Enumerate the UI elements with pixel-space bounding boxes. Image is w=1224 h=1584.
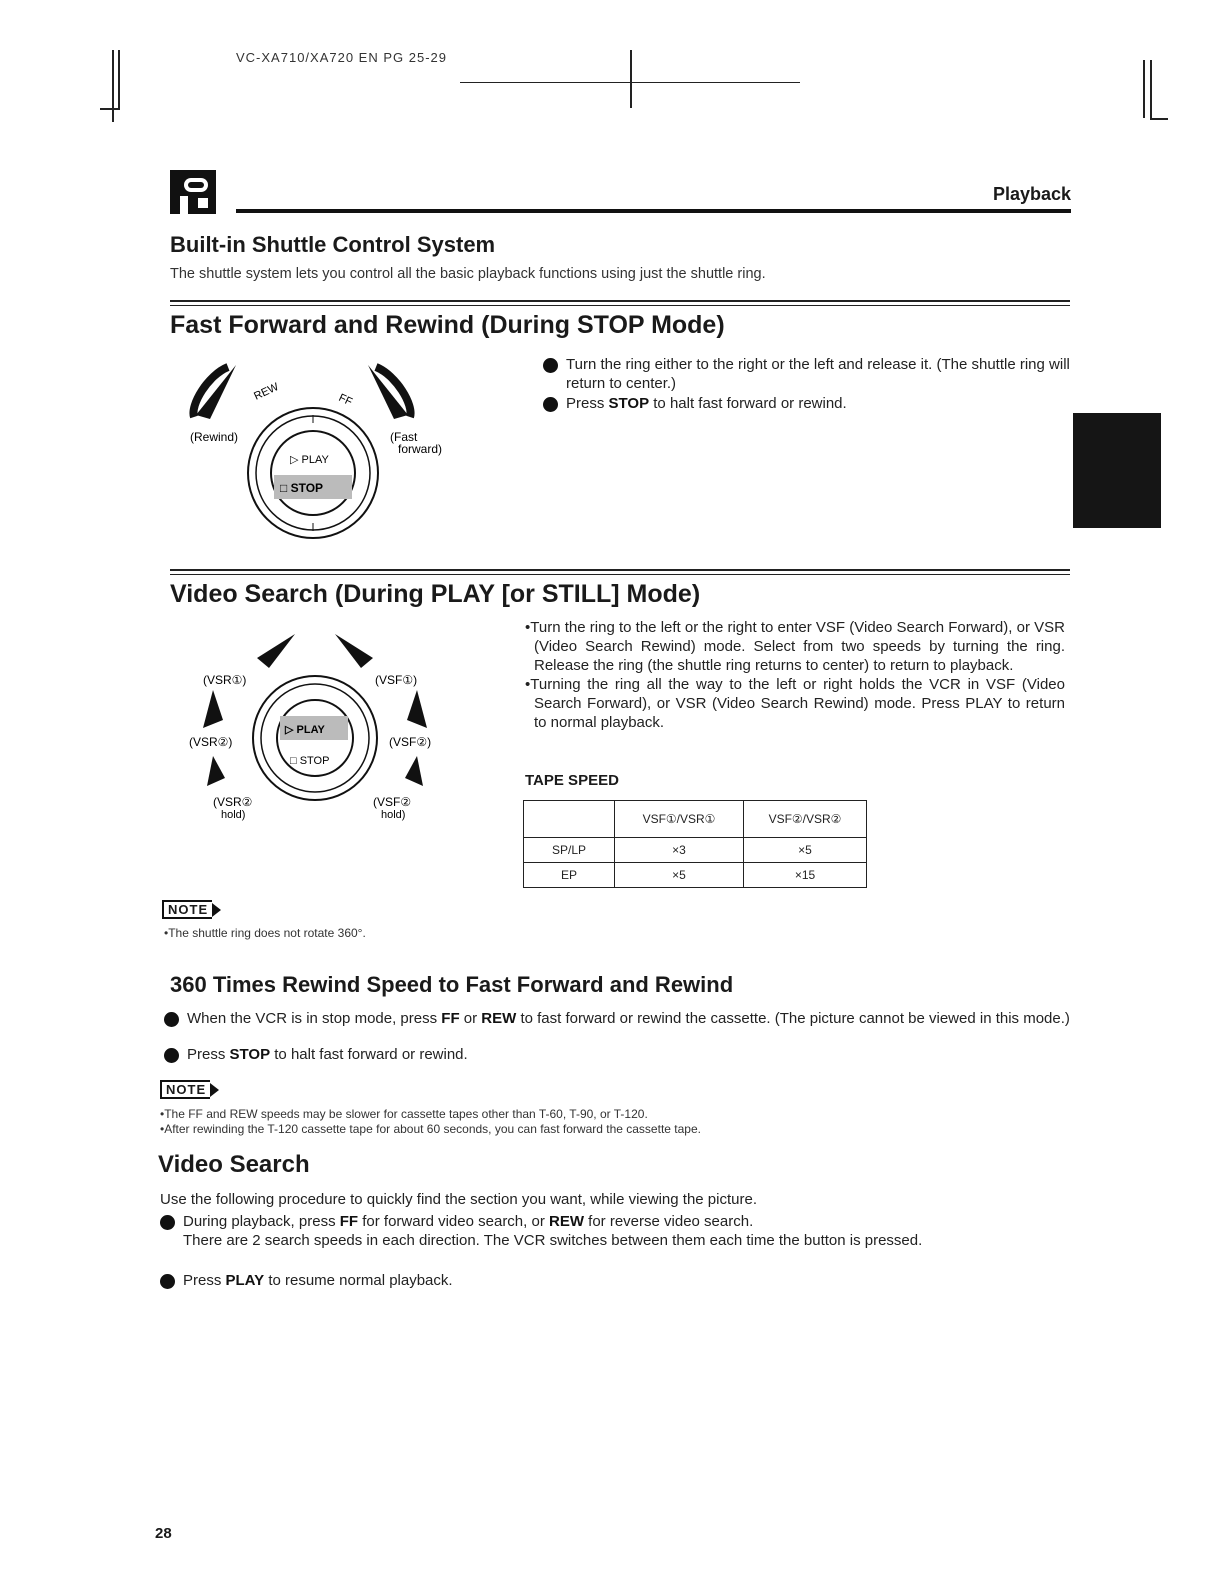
- step-number: 2: [164, 1048, 179, 1063]
- shuttle-ring-diagram-play: [185, 628, 455, 828]
- note-badge: NOTE: [160, 1081, 219, 1099]
- video-search-step-2: 2 Press PLAY to resume normal playback.: [144, 1272, 453, 1289]
- note-item: •After rewinding the T-120 cassette tape for about 60 seconds, you can fast forward the cassette tape.: [160, 1122, 701, 1136]
- table-cell: VSF②/VSR②: [744, 801, 867, 838]
- note-item: •The FF and REW speeds may be slower for cassette tapes other than T-60, T-90, or T-120.: [160, 1107, 648, 1121]
- step-number: 2: [160, 1274, 175, 1289]
- table-header-row: [524, 801, 867, 838]
- playback-section-icon: [170, 168, 218, 216]
- crop-mark: [118, 50, 120, 110]
- vsf2-hold-label-2: hold): [381, 809, 406, 821]
- times360-title: 360 Times Rewind Speed to Fast Forward and Rewind: [170, 972, 734, 997]
- play-label: ▷ PLAY: [285, 724, 325, 736]
- table-cell: ×5: [615, 863, 744, 888]
- table-cell: ×15: [744, 863, 867, 888]
- times360-notes: [160, 1107, 701, 1137]
- crop-mark: [460, 82, 800, 83]
- ff-step-2: 2 Press STOP to halt fast forward or rewind.: [527, 395, 847, 412]
- video-search-title: Video Search: [158, 1151, 310, 1178]
- times360-step-2: 2 Press STOP to halt fast forward or rewind.: [148, 1046, 468, 1063]
- builtin-intro: The shuttle system lets you control all the basic playback functions using just the shuttle ring.: [170, 266, 766, 282]
- crop-mark: [1150, 60, 1152, 120]
- bullet-item: •Turning the ring all the way to the left or right holds the VCR in VSF (Video Search Forward), or VSR (Video Search Rewind) mode. Press PLAY to return to normal playback.: [525, 676, 1065, 731]
- ff-label-1: (Fast: [390, 430, 418, 444]
- note-arrow-icon: [210, 1083, 219, 1097]
- document-code: VC-XA710/XA720 EN PG 25-29: [236, 50, 447, 65]
- note-text: •The shuttle ring does not rotate 360°.: [164, 926, 366, 940]
- tape-speed-title: TAPE SPEED: [525, 772, 619, 789]
- section-divider: [170, 300, 1070, 306]
- note-arrow-icon: [212, 903, 221, 917]
- crop-mark: [100, 108, 120, 110]
- video-search-mode-title: Video Search (During PLAY [or STILL] Mode): [170, 580, 701, 608]
- step-number: 2: [543, 397, 558, 412]
- ff-rewind-title: Fast Forward and Rewind (During STOP Mode): [170, 311, 725, 339]
- ff-mark: FF: [336, 391, 354, 409]
- bullet-item: •Turn the ring to the left or the right to enter VSF (Video Search Forward), or VSR (Video Search Rewind) mode. Select from two speeds by turning the ring. Release the ring (the shuttle ring returns to center) to return to playback.: [525, 619, 1065, 674]
- vsf2-hold-label: (VSF②: [373, 795, 412, 809]
- note-badge: NOTE: [162, 901, 221, 919]
- stop-label: □ STOP: [280, 481, 324, 495]
- stop-label: □ STOP: [290, 755, 330, 767]
- vsr2-hold-label: (VSR②: [213, 795, 253, 809]
- ff-step-1: 1 Turn the ring either to the right or the left and release it. (The shuttle ring will return to center.): [527, 356, 1070, 392]
- section-divider: [170, 569, 1070, 575]
- table-row: [524, 838, 867, 863]
- header-rule: [236, 209, 1071, 213]
- crop-mark: [112, 50, 114, 122]
- ff-label-2: forward): [398, 442, 443, 456]
- video-search-step-1: 1 During playback, press FF for forward video search, or REW for reverse video search. There are 2 search speeds in each direction. The VCR switches between them each time the button is pressed.: [160, 1212, 1083, 1250]
- table-cell: EP: [524, 863, 615, 888]
- play-label: ▷ PLAY: [290, 454, 329, 466]
- vsf2-label: (VSF②): [389, 735, 432, 749]
- table-row: [524, 863, 867, 888]
- crop-mark: [1143, 60, 1145, 118]
- table-cell: [524, 801, 615, 838]
- vsr2-hold-label-2: hold): [221, 809, 246, 821]
- vsr1-label: (VSR①): [203, 673, 247, 687]
- table-cell: VSF①/VSR①: [615, 801, 744, 838]
- rewind-label: (Rewind): [190, 430, 239, 444]
- section-label: Playback: [992, 184, 1071, 204]
- tape-speed-table: [523, 800, 867, 888]
- times360-step-1: 1 When the VCR is in stop mode, press FF or REW to fast forward or rewind the cassette. (The picture cannot be viewed in this mode.): [148, 1010, 1070, 1027]
- crop-mark: [630, 50, 632, 108]
- page-number: 28: [155, 1525, 172, 1542]
- chapter-thumb-tab: [1073, 413, 1161, 528]
- video-search-intro: Use the following procedure to quickly find the section you want, while viewing the picture.: [160, 1191, 757, 1208]
- vsf1-label: (VSF①): [375, 673, 418, 687]
- shuttle-ring-diagram-stop: [188, 355, 458, 545]
- vsr2-label: (VSR②): [189, 735, 233, 749]
- rew-mark: REW: [252, 380, 281, 403]
- step-number: 1: [160, 1215, 175, 1230]
- table-cell: ×3: [615, 838, 744, 863]
- table-cell: SP/LP: [524, 838, 615, 863]
- step-detail: There are 2 search speeds in each direction. The VCR switches between them each time the button is pressed.: [183, 1232, 923, 1249]
- builtin-title: Built-in Shuttle Control System: [170, 232, 496, 257]
- step-number: 1: [164, 1012, 179, 1027]
- step-number: 1: [543, 358, 558, 373]
- crop-mark: [1150, 118, 1168, 120]
- video-search-bullets: [525, 618, 1065, 732]
- table-cell: ×5: [744, 838, 867, 863]
